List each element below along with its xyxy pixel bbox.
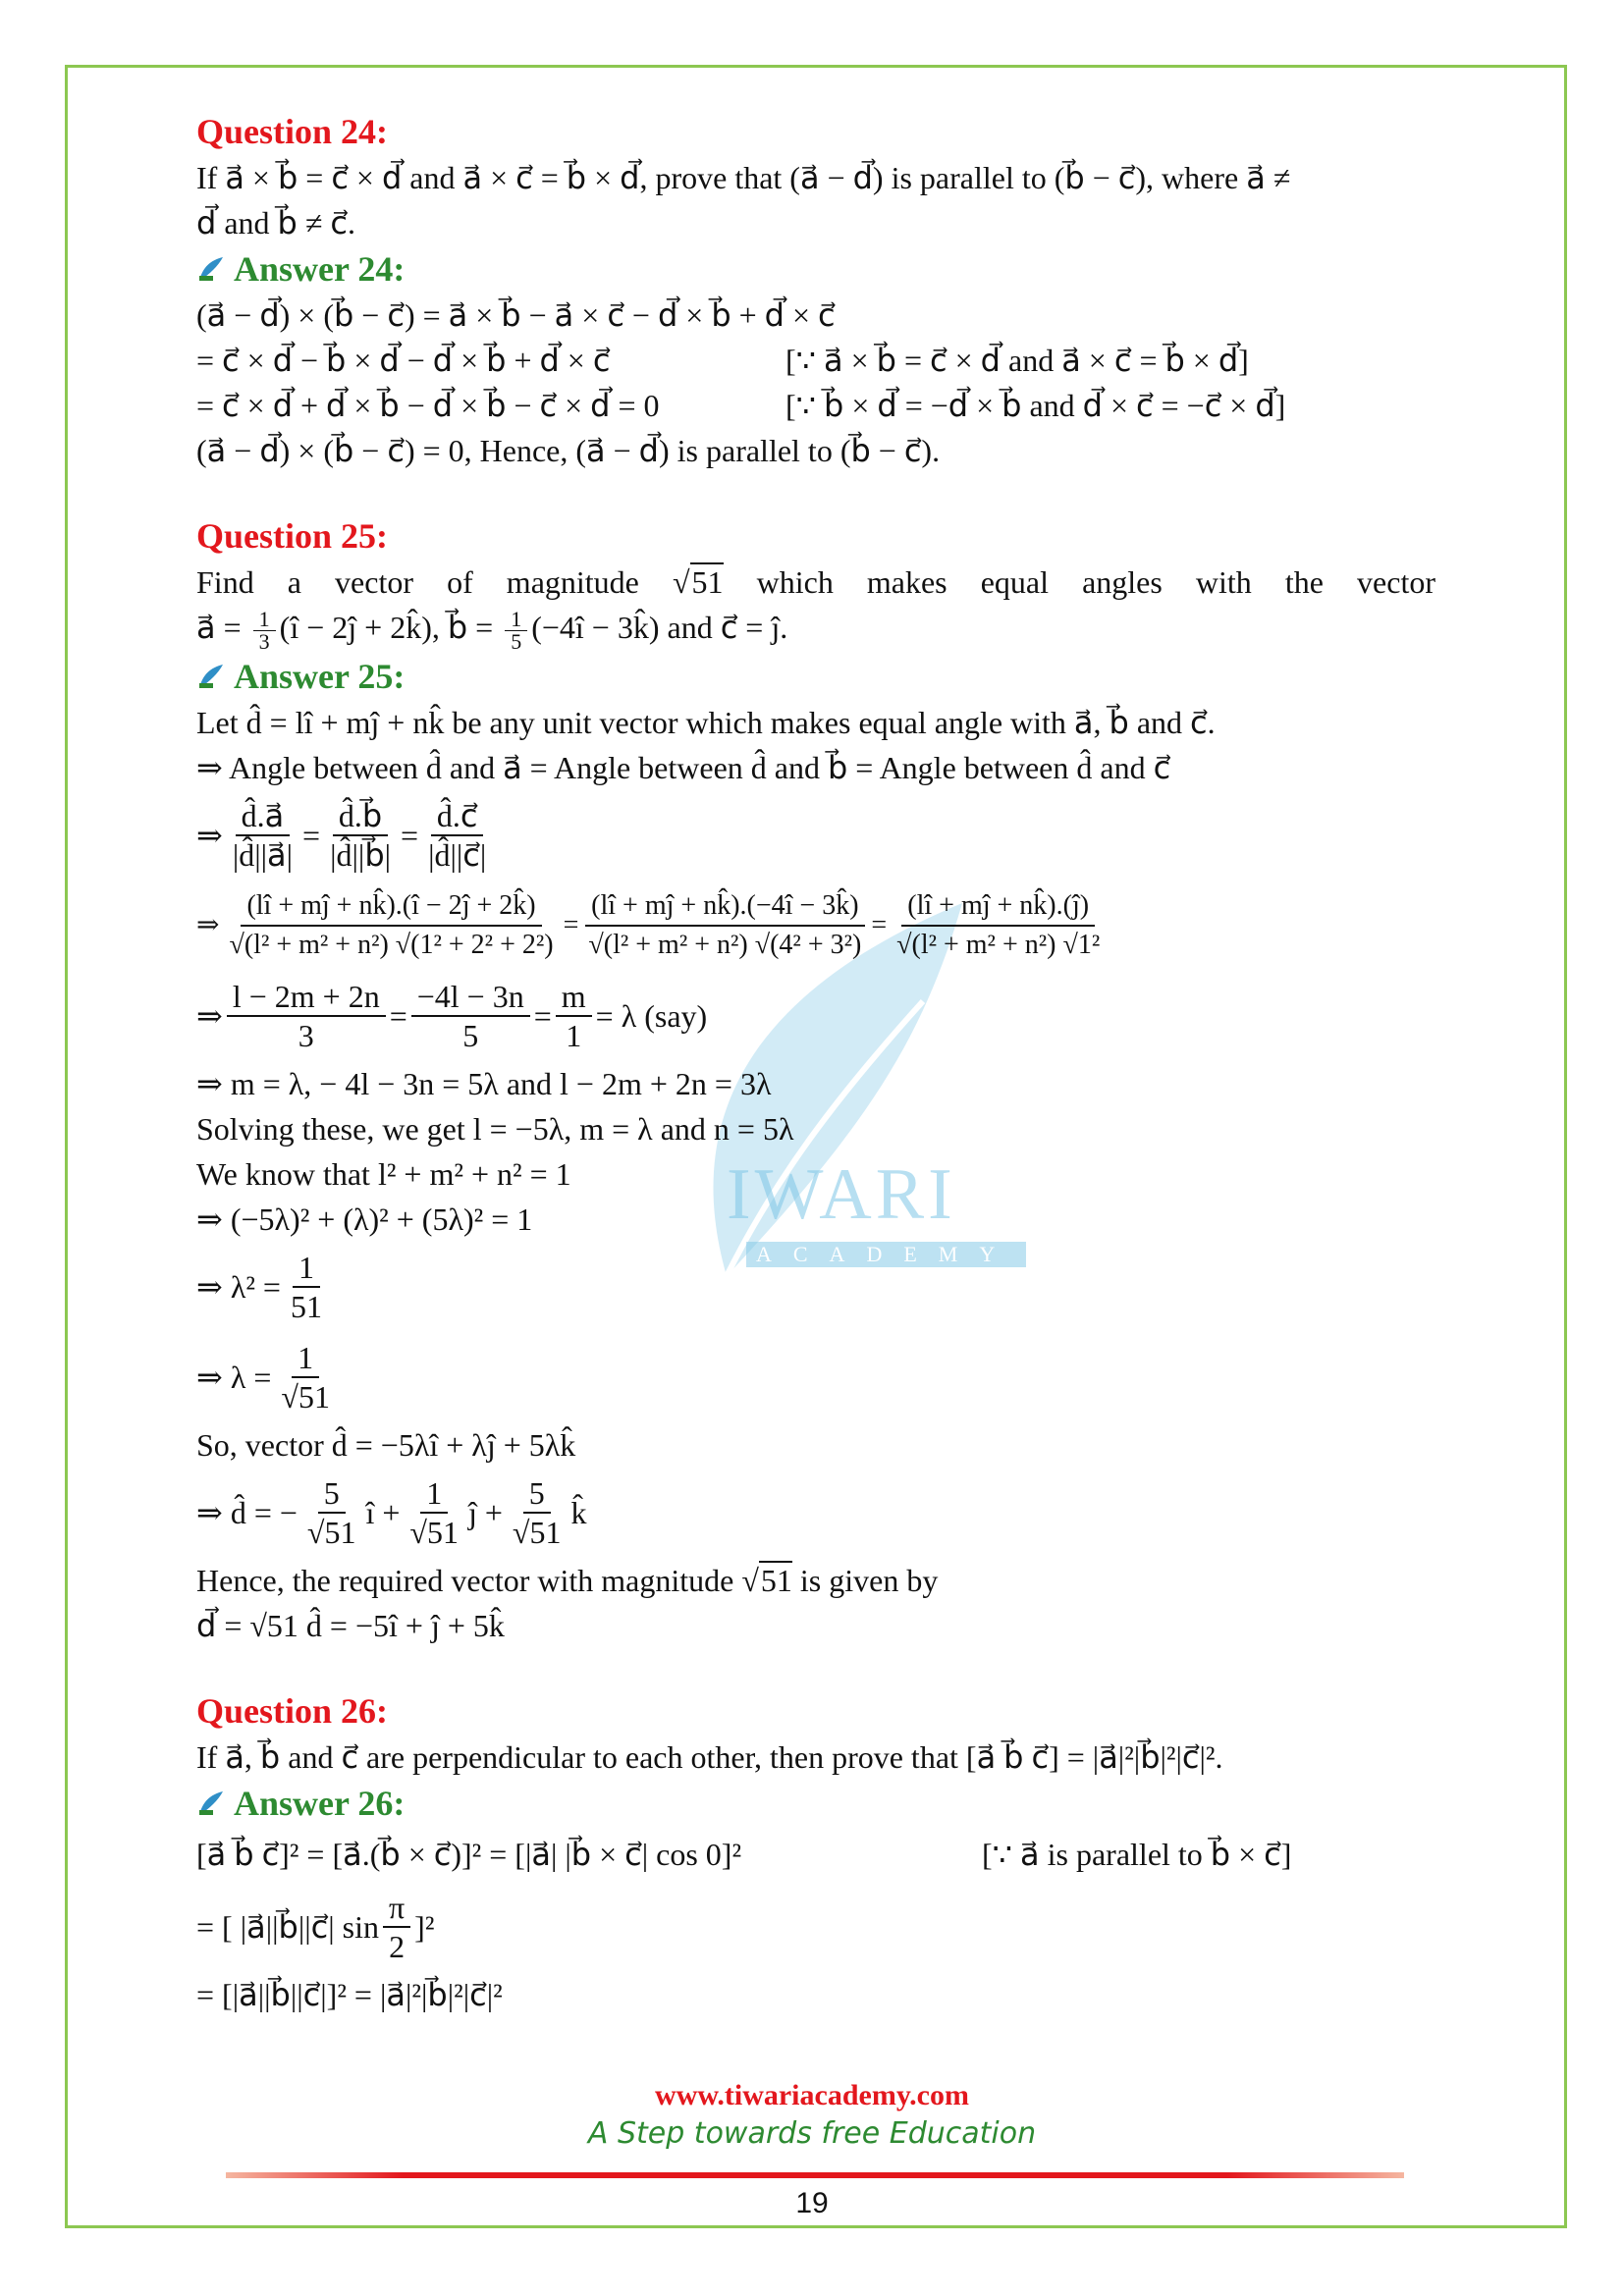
fraction-one-third: $\frac{1}{3}$ — [253, 609, 276, 653]
answer-24-line-2 — [196, 338, 1435, 383]
q25-sqrt-51: 51 — [691, 564, 724, 600]
answer-25-line-5: We know that l² + m² + n² = 1 — [196, 1156, 571, 1193]
q25-b-vector: (−4î − 3k̂) and c⃗ = ĵ. — [531, 610, 788, 645]
page-number: 19 — [795, 2187, 829, 2219]
answer-25-line-4: Solving these, we get l = −5λ, m = λ and n = 5λ — [196, 1111, 794, 1148]
page-content — [196, 108, 1435, 2017]
q25-a-vector: (î − 2ĵ + 2k̂), b⃗ = — [279, 610, 494, 645]
answer-25-lambda: ⇒ λ = $\frac{1}{√51}$ — [196, 1340, 330, 1415]
answer-25-ratio-row-1: ⇒ $\frac{d̂.a⃗}{|d̂||a⃗|}$ = $\frac{d̂.b⃗}{|d̂||b⃗|}$ = $\frac{d̂.c⃗}{|d̂||c⃗|}$ — [196, 798, 487, 874]
question-26-text: If a⃗, b⃗ and c⃗ are perpendicular to each other, then prove that [a⃗ b⃗ c⃗] = |a⃗|²|b⃗|²|c⃗|². — [196, 1739, 1223, 1776]
question-24-text — [196, 155, 1435, 245]
answer-25-ratio-row-3: ⇒ $\frac{l - 2m + 2n}{3}$ = $\frac{-4l - 3n}{5}$ = $\frac{m}{1}$ = λ (say) — [196, 979, 708, 1054]
footer-divider — [226, 2172, 1404, 2178]
question-25-title: Question 25: — [196, 516, 389, 556]
q25-text-c: which makes equal angles with the vector — [756, 564, 1436, 600]
answer-26-title: Answer 26: — [234, 1784, 406, 1824]
answer-24-line-2-reason: [∵ a⃗ × b⃗ = c⃗ × d⃗ and a⃗ × c⃗ = b⃗ × d⃗] — [785, 343, 1249, 378]
answer-26-line-1-left: [a⃗ b⃗ c⃗]² = [a⃗.(b⃗ × c⃗)]² = [|a⃗| |b⃗ × c⃗| cos 0]² — [196, 1837, 742, 1873]
answer-24-line-4: (a⃗ − d⃗) × (b⃗ − c⃗) = 0, Hence, (a⃗ − d⃗) is parallel to (b⃗ − c⃗). — [196, 433, 941, 468]
answer-25-line-8: Hence, the required vector with magnitude √51 is given by — [196, 1563, 939, 1599]
answer-24-line-3-reason: [∵ b⃗ × d⃗ = −d⃗ × b⃗ and d⃗ × c⃗ = −c⃗ × d⃗] — [785, 388, 1286, 423]
answer-25-lambda-squared: ⇒ λ² = $\frac{1}{51}$ — [196, 1250, 322, 1325]
answer-24-line-3-left: = c⃗ × d⃗ + d⃗ × b⃗ − d⃗ × b⃗ − c⃗ × d⃗ = 0 — [196, 388, 660, 423]
answer-25-line-9: d⃗ = √51 d̂ = −5î + ĵ + 5k̂ — [196, 1608, 505, 1644]
answer-24-line-1: (a⃗ − d⃗) × (b⃗ − c⃗) = a⃗ × b⃗ − a⃗ × c⃗ − d⃗ × b⃗ + d⃗ × c⃗ — [196, 297, 836, 333]
q25-a-eq: a⃗ = — [196, 610, 242, 645]
question-25-line-2 — [196, 605, 1435, 653]
answer-24-line-2-left: = c⃗ × d⃗ − b⃗ × d⃗ − d⃗ × b⃗ + d⃗ × c⃗ — [196, 343, 611, 378]
answer-24-heading — [196, 245, 1435, 293]
footer-tagline: A Step towards free Education — [587, 2116, 1037, 2151]
question-24-title: Question 24: — [196, 112, 389, 151]
answer-25-ratio-row-2: ⇒ $\frac{(lî + mĵ + nk̂).(î - 2ĵ + 2k̂)}{\text{√(l² + m² + n²) √(1² + 2² + 2²)}}$ = $\frac{(lî + mĵ + nk̂).(-4î - 3k̂)}{\text{√(l² + m² + n²) √(4² + 3²)}}$ = $\frac{(lî + mĵ + nk̂).(ĵ)}{\text{√(l² + m² + n²) √1²}}$ — [196, 881, 1435, 971]
answer-26-line-3: = [|a⃗||b⃗||c⃗|]² = |a⃗|²|b⃗|²|c⃗|² — [196, 1977, 503, 2013]
question-24-line-2: d⃗ and b⃗ ≠ c⃗. — [196, 205, 355, 240]
answer-26-line-2: = [ |a⃗||b⃗||c⃗| sin $\frac{\pi}{2}$ ]² — [196, 1890, 435, 1965]
pen-icon — [196, 254, 226, 284]
answer-26-heading — [196, 1780, 1435, 1827]
answer-26-line-1-reason: [∵ a⃗ is parallel to b⃗ × c⃗] — [982, 1837, 1292, 1873]
answer-25-line-6: ⇒ (−5λ)² + (λ)² + (5λ)² = 1 — [196, 1201, 533, 1238]
footer-website-link[interactable]: www.tiwariacademy.com — [655, 2079, 969, 2111]
answer-25-unit-vector: ⇒ d̂ = − $\frac{5}{√51}$ î + $\frac{1}{√51}$ ĵ + $\frac{5}{√51}$ k̂ — [196, 1475, 587, 1551]
watermark-text: IWARI — [727, 1154, 956, 1235]
question-24-line-1: If a⃗ × b⃗ = c⃗ × d⃗ and a⃗ × c⃗ = b⃗ × d⃗, prove that (a⃗ − d⃗) is parallel to (b⃗ − c⃗), where a⃗ ≠ — [196, 160, 1291, 195]
answer-25-line-1: Let d̂ = lî + mĵ + nk̂ be any unit vector which makes equal angle with a⃗, b⃗ and c⃗. — [196, 705, 1216, 741]
answer-24-line-3 — [196, 383, 1435, 428]
question-26-title: Question 26: — [196, 1691, 389, 1732]
watermark-subtext: ACADEMY — [746, 1242, 1026, 1267]
q25-text-a: Find a vector of magnitude — [196, 564, 639, 600]
fraction-one-fifth: $\frac{1}{5}$ — [505, 609, 527, 653]
answer-25-line-3: ⇒ m = λ, − 4l − 3n = 5λ and l − 2m + 2n = 3λ — [196, 1066, 772, 1102]
answer-25-title: Answer 25: — [234, 657, 406, 697]
answer-25-heading — [196, 653, 1435, 700]
question-25-line-1: Find a vector of magnitude √51 which makes equal angles with the vector — [196, 564, 1436, 600]
answer-26-line-1 — [196, 1827, 1435, 1882]
answer-24-title: Answer 24: — [234, 249, 406, 289]
pen-icon — [196, 662, 226, 691]
answer-25-line-7: So, vector d̂ = −5λî + λĵ + 5λk̂ — [196, 1427, 576, 1464]
answer-25-line-2: ⇒ Angle between d̂ and a⃗ = Angle between d̂ and b⃗ = Angle between d̂ and c⃗ — [196, 750, 1171, 786]
pen-icon — [196, 1789, 226, 1818]
